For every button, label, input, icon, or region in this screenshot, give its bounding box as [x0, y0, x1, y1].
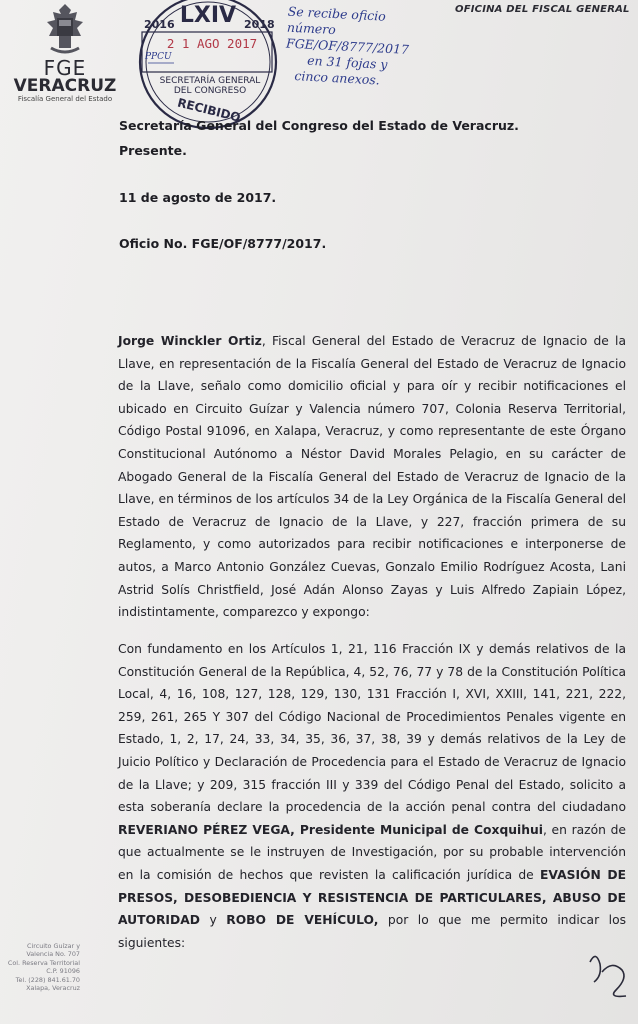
- stamp-line1: SECRETARÍA GENERAL: [159, 76, 261, 86]
- address-line: Valencia No. 707: [26, 950, 80, 959]
- handnote-line: en 31 fojas y: [306, 52, 388, 72]
- oficio-number: Oficio No. FGE/OF/8777/2017.: [119, 236, 327, 251]
- stamp-year-right: 2018: [244, 18, 275, 31]
- logo-subtitle: Fiscalía General del Estado: [17, 95, 113, 103]
- stamp-year-left: 2016: [144, 18, 175, 31]
- logo-veracruz: VERACRUZ: [13, 76, 117, 96]
- stamp-line2: DEL CONGRESO: [173, 86, 247, 96]
- paragraph-text: y: [199, 913, 227, 928]
- stamp-legislature: LXIV: [179, 3, 237, 28]
- stamp-initials: PPCU: [145, 52, 172, 62]
- address-line: Xalapa, Veracruz: [26, 984, 80, 993]
- handnote-line: número FGE/OF/8777/2017: [285, 19, 410, 57]
- footer-address: [2, 942, 80, 992]
- address-line: Tel. (228) 841.61.70: [15, 975, 80, 984]
- paragraph-text: , Fiscal General del Estado de Veracruz de Ignacio de la Llave, en representación de la Fiscalía General del Estado de Veracruz de Ignacio de la Llave, señalo como domicilio oficial y para oír y recibir notificaciones el ubicado en Circuito Guízar y Valencia número 707, Colonia Reserva Territorial, Código Postal 91096, en Xalapa, Veracruz, y como representante de este Órgano Constitucional Autónomo a Néstor David Morales Pelagio, en su carácter de Abogado General de la Fiscalía General del Estado de Veracruz de Ignacio de la Llave, en términos de los artículos 34 de la Ley Orgánica de la Fiscalía General del Estado de Veracruz de Ignacio de la Llave, y 227, fracción primera de su Reglamento, y como autorizados para recibir notificaciones e interponerse de autos, a Marco Antonio González Cuevas, Gonzalo Emilio Rodríguez Acosta, Lani Astrid Solís Christfield, José Adán Alonso Zayas y Luis Alfredo Zapiain López, indistintamente, comparezco y expongo:: [118, 334, 626, 620]
- accused-name: REVERIANO PÉREZ VEGA, Presidente Municipal de Coxquihui: [118, 822, 543, 837]
- logo-fge: FGE: [43, 56, 87, 80]
- addressee-line1: Secretaría General del Congreso del Estado de Veracruz.: [119, 118, 519, 133]
- fiscal-name: Jorge Winckler Ortiz: [118, 334, 262, 348]
- addressee-line2: Presente.: [119, 143, 187, 158]
- office-header: OFICINA DEL FISCAL GENERAL: [455, 4, 630, 15]
- paragraph-text: por lo que me permito indicar los siguientes:: [118, 913, 626, 950]
- handnote-line: cinco anexos.: [294, 68, 381, 88]
- handnote-line: Se recibe oficio: [287, 3, 387, 24]
- fge-logo: [10, 2, 120, 103]
- paragraph-text: , en razón de que actualmente se le instruyen de Investigación, por su probable intervención en la comisión de hechos que revisten la calificación jurídica de: [118, 822, 626, 882]
- handwritten-note: [284, 4, 458, 93]
- document-date: 11 de agosto de 2017.: [119, 190, 277, 205]
- coat-of-arms-icon: [41, 2, 89, 56]
- signature-mark: [582, 942, 636, 1002]
- address-line: Circuito Guízar y: [26, 942, 80, 950]
- paragraph-representation: [118, 330, 626, 624]
- reception-stamp: [128, 0, 288, 136]
- stamp-date: 2 1 AGO 2017: [166, 36, 258, 51]
- paragraph-text: Con fundamento en los Artículos 1, 21, 116 Fracción IX y demás relativos de la Constitución General de la República, 4, 52, 76, 77 y 78 de la Constitución Política Local, 4, 16, 108, 127, 128, 129, 130, 131 Fracción I, XVI, XXIII, 141, 221, 222, 259, 261, 265 Y 307 del Código Nacional de Procedimientos Penales vigente en Estado, 1, 2, 17, 24, 33, 34, 35, 36, 37, 38, 39 y demás relativos de la Ley de Juicio Político y Declaración de Procedencia para el Estado de Veracruz de Ignacio de la Llave; y 209, 315 fracción III y 339 del Código Penal del Estado, solicito a esta soberanía declare la procedencia de la acción penal contra del ciudadano: [118, 642, 626, 815]
- address-line: Col. Reserva Territorial: [7, 958, 80, 967]
- charges: EVASIÓN DE PRESOS, DESOBEDIENCIA Y RESISTENCIA DE PARTICULARES, ABUSO DE AUTORIDAD: [118, 867, 626, 928]
- stamp-received: RECIBIDO: [175, 95, 242, 125]
- paragraph-request: [118, 638, 626, 954]
- charge-vehicle-theft: ROBO DE VEHÍCULO,: [226, 913, 379, 928]
- address-line: C.P. 91096: [46, 967, 80, 976]
